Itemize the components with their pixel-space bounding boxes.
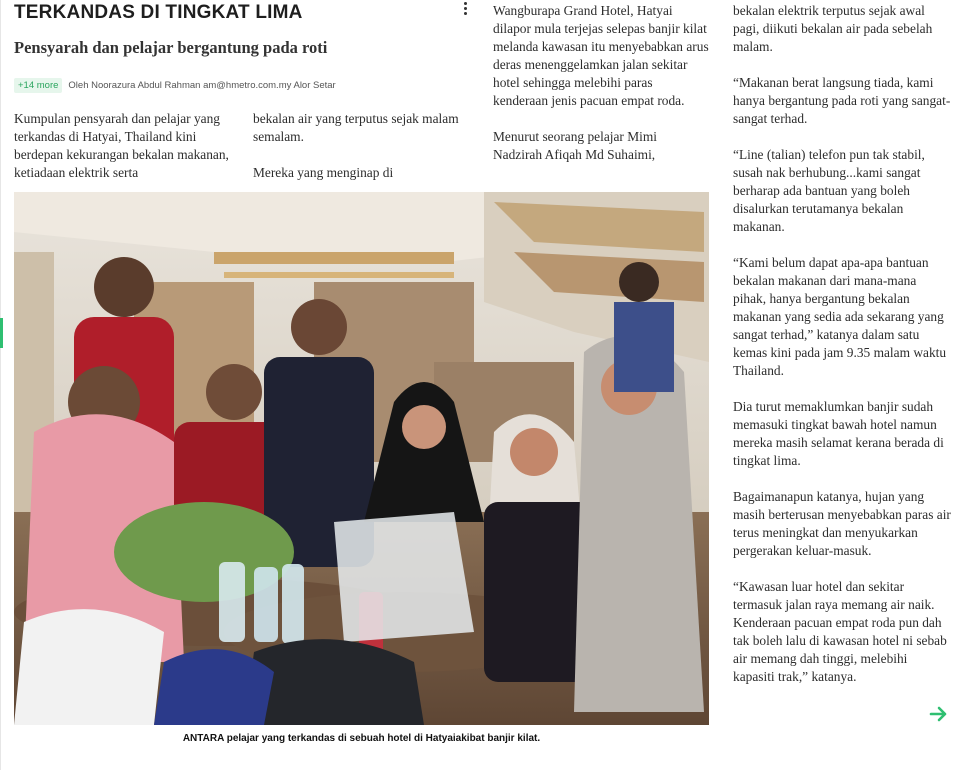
byline-text: Oleh Noorazura Abdul Rahman am@hmetro.com.my Alor Setar: [68, 79, 336, 91]
article-photo: [14, 192, 709, 725]
paragraph: bekalan elektrik terputus sejak awal pagi, diikuti bekalan air pada sebelah malam.: [733, 3, 933, 54]
paragraph: “Makanan berat langsung tiada, kami hanya bergantung pada roti yang sangat-sangat terhad.: [733, 75, 951, 126]
photo-caption: ANTARA pelajar yang terkandas di sebuah hotel di Hatyaiakibat banjir kilat.: [182, 733, 541, 744]
scroll-position-marker: [0, 318, 3, 348]
article-headline: TERKANDAS DI TINGKAT LIMA: [14, 2, 303, 23]
paragraph: Mereka yang menginap di: [253, 165, 394, 180]
article-column-4: [733, 2, 952, 686]
more-vertical-icon[interactable]: [460, 2, 470, 18]
article-byline: [14, 77, 336, 93]
paragraph: “Kawasan luar hotel dan sekitar termasuk jalan raya memang air naik. Kenderaan pacuan empat roda pun dah tak boleh lalu di kawasan hotel ni sebab air memang dah tinggi, melebihi kapasiti trak,” katanya.: [733, 579, 947, 684]
paragraph: Wangburapa Grand Hotel, Hatyai dilapor mula terjejas selepas banjir kilat melanda kawasan itu menyebabkan arus deras menenggelamkan jalan sekitar hotel sehingga melebihi paras kenderaan jenis pacuan empat roda.: [493, 3, 709, 108]
paragraph: “Kami belum dapat apa-apa bantuan bekalan makanan dari mana-mana pihak, hanya bergantung bekalan makanan yang sedia ada sekarang yang sangat terhad,” katanya dalam satu kemas kini pada jam 9.35 malam waktu Thailand.: [733, 255, 947, 378]
paragraph: Dia turut memaklumkan banjir sudah memasuki tingkat bawah hotel namun mereka masih selamat kerana berada di tingkat lima.: [733, 399, 944, 468]
paragraph: bekalan air yang terputus sejak malam semalam.: [253, 111, 459, 144]
paragraph: Bagaimanapun katanya, hujan yang masih berterusan menyebabkan paras air terus meningkat dan menyukarkan pergerakan keluar-masuk.: [733, 489, 951, 558]
page-left-border: [0, 0, 1, 770]
article-column-2: [253, 110, 463, 182]
arrow-right-icon[interactable]: [928, 703, 950, 725]
more-tags-badge[interactable]: +14 more: [14, 78, 62, 93]
paragraph: Kumpulan pensyarah dan pelajar yang terkandas di Hatyai, Thailand kini berdepan kekurangan bekalan makanan, ketiadaan elektrik serta: [14, 111, 229, 180]
article-column-3: [493, 2, 709, 164]
paragraph: “Line (talian) telefon pun tak stabil, susah nak berhubung...kami sangat berharap ada bantuan yang boleh disalurkan terutamanya bekalan makanan.: [733, 147, 925, 234]
paragraph: Menurut seorang pelajar Mimi Nadzirah Afiqah Md Suhaimi,: [493, 129, 657, 162]
article-subheadline: Pensyarah dan pelajar bergantung pada roti: [14, 38, 328, 57]
article-column-1: [14, 110, 234, 182]
